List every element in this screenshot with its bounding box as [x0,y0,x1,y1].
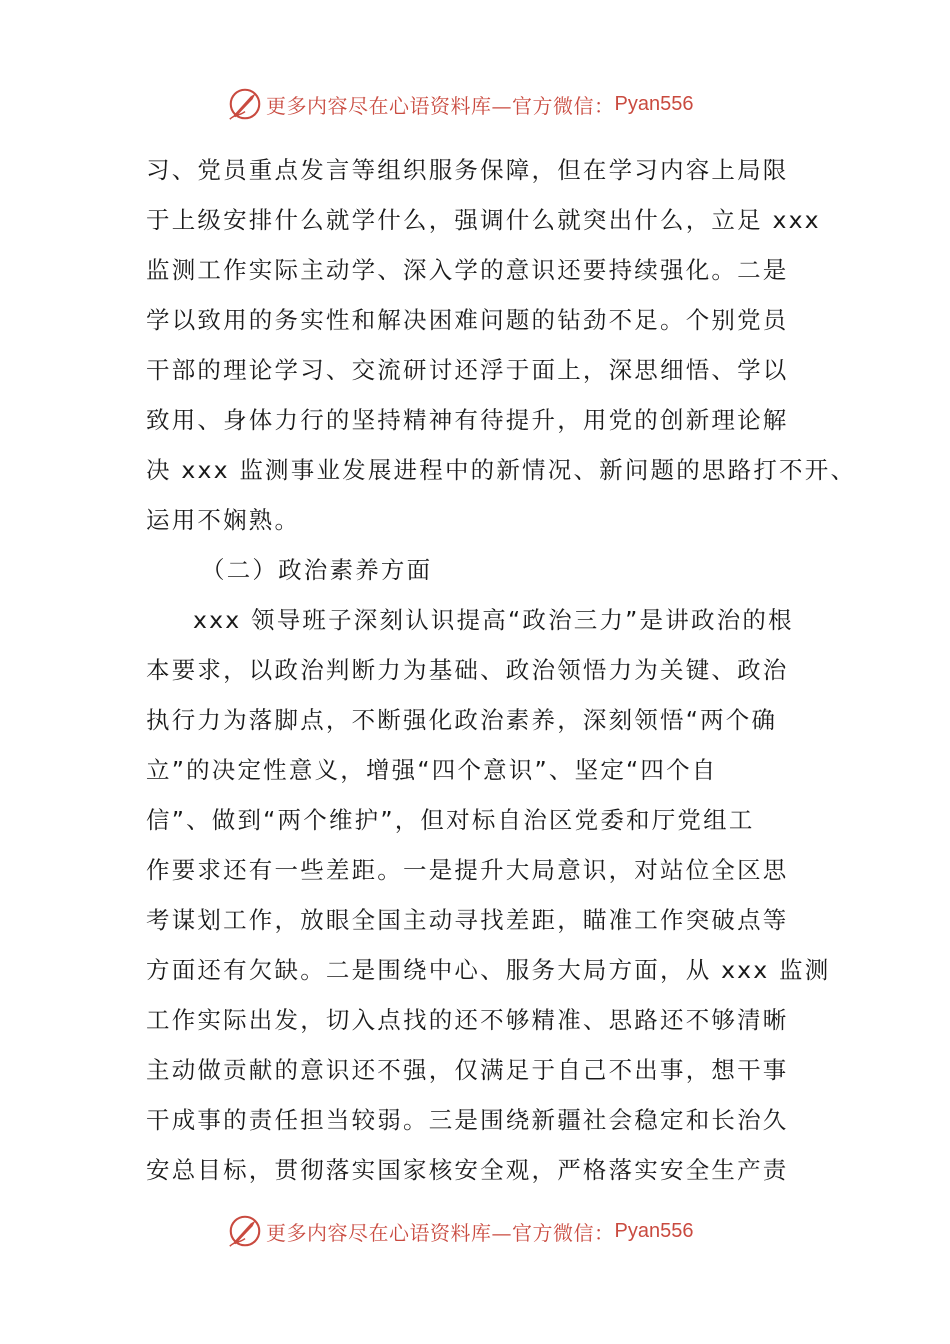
watermark-handle: Pyan556 [614,92,694,115]
paragraph-line: 方面还有欠缺。二是围绕中心、服务大局方面，从 xxx 监测 [146,956,831,984]
watermark-text: 更多内容尽在心语资料库—官方微信： [266,93,615,118]
section-heading: （二）政治素养方面 [201,556,433,584]
paragraph-line: 信”、做到“两个维护”，但对标自治区党委和厅党组工 [146,806,755,834]
watermark-text: 更多内容尽在心语资料库—官方微信： [266,1220,615,1245]
paragraph-line: 干部的理论学习、交流研讨还浮于面上，深思细悟、学以 [146,356,789,384]
pen-nib-logo-icon [226,85,264,123]
paragraph-line: 安总目标，贯彻落实国家核安全观，严格落实安全生产责 [146,1156,789,1184]
paragraph-line: 工作实际出发，切入点找的还不够精准、思路还不够清晰 [146,1006,789,1034]
pen-nib-logo-icon [226,1212,264,1250]
paragraph-line: 作要求还有一些差距。一是提升大局意识，对站位全区思 [146,856,789,884]
paragraph-line: 习、党员重点发言等组织服务保障，但在学习内容上局限 [146,156,789,184]
paragraph-line: 本要求，以政治判断力为基础、政治领悟力为关键、政治 [146,656,789,684]
paragraph-line: 干成事的责任担当较弱。三是围绕新疆社会稳定和长治久 [146,1106,789,1134]
paragraph-line: 监测工作实际主动学、深入学的意识还要持续强化。二是 [146,256,789,284]
paragraph-line: 执行力为落脚点，不断强化政治素养，深刻领悟“两个确 [146,706,778,734]
paragraph-line: 运用不娴熟。 [146,506,301,534]
paragraph-line: xxx 领导班子深刻认识提高“政治三力”是讲政治的根 [193,606,794,634]
paragraph-line: 决 xxx 监测事业发展进程中的新情况、新问题的思路打不开、 [146,456,857,484]
watermark-banner-bottom [226,1211,746,1251]
paragraph-line: 致用、身体力行的坚持精神有待提升，用党的创新理论解 [146,406,789,434]
watermark-banner-top [226,84,746,124]
document-body [146,145,857,1195]
paragraph-line: 考谋划工作，放眼全国主动寻找差距，瞄准工作突破点等 [146,906,789,934]
watermark-handle: Pyan556 [614,1219,694,1242]
paragraph-line: 立”的决定性意义，增强“四个意识”、坚定“四个自 [146,756,718,784]
paragraph-line: 学以致用的务实性和解决困难问题的钻劲不足。个别党员 [146,306,789,334]
paragraph-line: 主动做贡献的意识还不强，仅满足于自己不出事，想干事 [146,1056,789,1084]
paragraph-line: 于上级安排什么就学什么，强调什么就突出什么，立足 xxx [146,206,821,234]
